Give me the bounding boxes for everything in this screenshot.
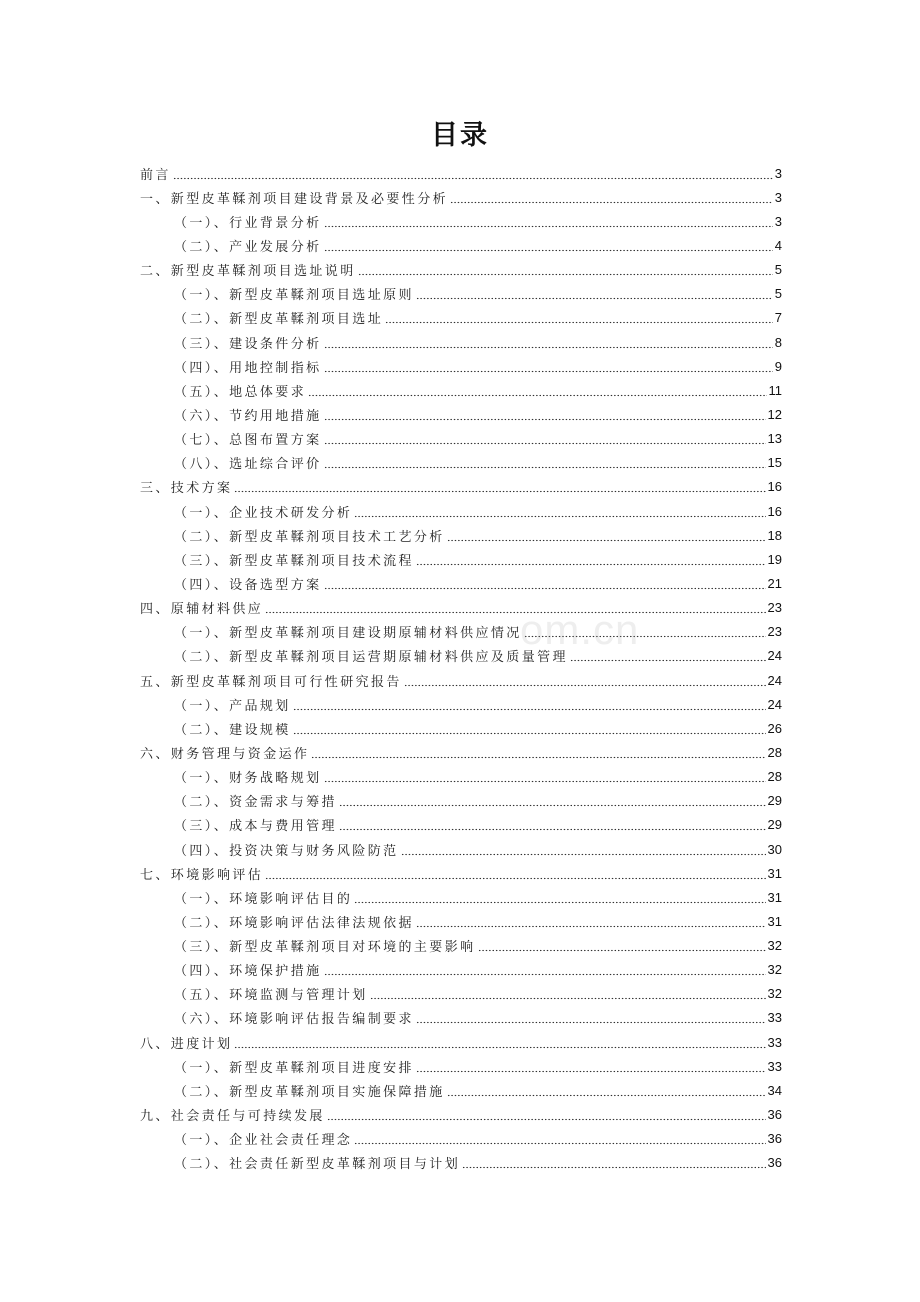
toc-entry-label: （一）、产品规划 <box>174 698 291 714</box>
toc-leader-dots <box>293 700 766 713</box>
toc-leader-dots <box>354 1134 765 1147</box>
toc-leader-dots <box>524 627 766 640</box>
toc-entry-label: 二、新型皮革鞣剂项目选址说明 <box>140 264 356 280</box>
toc-entry-label: （四）、投资决策与财务风险防范 <box>174 843 399 859</box>
toc-page-number: 3 <box>774 213 782 229</box>
toc-leader-dots <box>311 748 765 761</box>
toc-entry[interactable] <box>140 1006 782 1030</box>
toc-entry[interactable] <box>140 1151 782 1175</box>
toc-entry[interactable] <box>140 282 782 306</box>
toc-leader-dots <box>478 941 766 954</box>
toc-page-number: 26 <box>767 720 782 736</box>
toc-entry-label: （四）、环境保护措施 <box>174 964 322 980</box>
toc-entry-label: 七、环境影响评估 <box>140 867 264 883</box>
toc-page-number: 24 <box>767 672 782 688</box>
toc-leader-dots <box>324 217 773 230</box>
toc-leader-dots <box>404 676 766 689</box>
toc-leader-dots <box>416 289 773 302</box>
toc-leader-dots <box>447 531 766 544</box>
toc-entry-label: （二）、建设规模 <box>174 722 291 738</box>
toc-entry[interactable] <box>140 1078 782 1102</box>
toc-entry[interactable] <box>140 765 782 789</box>
toc-entry[interactable] <box>140 547 782 571</box>
toc-entry[interactable] <box>140 982 782 1006</box>
toc-entry[interactable] <box>140 209 782 233</box>
toc-leader-dots <box>570 651 766 664</box>
toc-entry-label: （六）、环境影响评估报告编制要求 <box>174 1012 414 1028</box>
toc-page-number: 34 <box>767 1082 782 1098</box>
toc-entry-label: （五）、地总体要求 <box>174 384 307 400</box>
toc-page-number: 29 <box>767 793 782 809</box>
toc-entry-label: （三）、成本与费用管理 <box>174 819 337 835</box>
toc-page-number: 8 <box>774 334 782 350</box>
toc-leader-dots <box>324 338 773 351</box>
toc-page-number: 3 <box>774 189 782 205</box>
toc-entry-label: （三）、新型皮革鞣剂项目对环境的主要影响 <box>174 940 476 956</box>
toc-entry-label: （五）、环境监测与管理计划 <box>174 988 368 1004</box>
toc-page-number: 19 <box>767 551 782 567</box>
toc-page-number: 23 <box>767 600 782 616</box>
toc-entry-label: （一）、新型皮革鞣剂项目进度安排 <box>174 1060 414 1076</box>
toc-leader-dots <box>354 507 765 520</box>
toc-leader-dots <box>293 724 766 737</box>
toc-entry[interactable] <box>140 909 782 933</box>
toc-leader-dots <box>324 434 766 447</box>
toc-entry[interactable] <box>140 451 782 475</box>
toc-entry-label: 九、社会责任与可持续发展 <box>140 1109 325 1125</box>
toc-entry[interactable] <box>140 813 782 837</box>
toc-entry-label: （七）、总图布置方案 <box>174 433 322 449</box>
toc-page-number: 13 <box>767 431 782 447</box>
toc-entry-label: （二）、产业发展分析 <box>174 239 322 255</box>
toc-page-number: 9 <box>774 358 782 374</box>
toc-entry[interactable] <box>140 620 782 644</box>
toc-page-number: 15 <box>767 455 782 471</box>
toc-entry[interactable] <box>140 644 782 668</box>
toc-leader-dots <box>324 458 766 471</box>
toc-entry-label: （一）、新型皮革鞣剂项目选址原则 <box>174 288 414 304</box>
toc-page-number: 16 <box>767 503 782 519</box>
toc-entry[interactable] <box>140 330 782 354</box>
toc-entry[interactable] <box>140 233 782 257</box>
toc-entry-label: （三）、新型皮革鞣剂项目技术流程 <box>174 553 414 569</box>
toc-entry-label: （一）、企业社会责任理念 <box>174 1133 353 1149</box>
toc-entry[interactable] <box>140 306 782 330</box>
toc-leader-dots <box>416 917 766 930</box>
toc-page-number: 7 <box>774 310 782 326</box>
toc-leader-dots <box>173 169 773 182</box>
toc-entry[interactable] <box>140 596 782 620</box>
toc-entry-label: 五、新型皮革鞣剂项目可行性研究报告 <box>140 674 402 690</box>
toc-page-number: 31 <box>767 889 782 905</box>
table-of-contents <box>140 161 782 1175</box>
toc-leader-dots <box>324 241 773 254</box>
toc-entry-label: 三、技术方案 <box>140 481 233 497</box>
toc-entry-label: 一、新型皮革鞣剂项目建设背景及必要性分析 <box>140 191 449 207</box>
toc-page-number: 32 <box>767 986 782 1002</box>
toc-entry[interactable] <box>140 1102 782 1126</box>
toc-page-number: 29 <box>767 817 782 833</box>
toc-entry[interactable] <box>140 934 782 958</box>
toc-page-number: 28 <box>767 769 782 785</box>
toc-entry-label: 八、进度计划 <box>140 1036 233 1052</box>
toc-entry[interactable] <box>140 475 782 499</box>
toc-entry[interactable] <box>140 523 782 547</box>
toc-leader-dots <box>416 555 766 568</box>
toc-entry[interactable] <box>140 571 782 595</box>
toc-page-number: 12 <box>767 406 782 422</box>
toc-page-number: 36 <box>767 1155 782 1171</box>
toc-leader-dots <box>358 265 773 278</box>
toc-entry[interactable] <box>140 499 782 523</box>
toc-page-number: 24 <box>767 648 782 664</box>
toc-page-number: 16 <box>767 479 782 495</box>
toc-entry-label: （一）、新型皮革鞣剂项目建设期原辅材料供应情况 <box>174 626 522 642</box>
toc-entry-label: （三）、建设条件分析 <box>174 336 322 352</box>
toc-page-number: 33 <box>767 1058 782 1074</box>
toc-entry[interactable] <box>140 378 782 402</box>
toc-entry-label: （二）、新型皮革鞣剂项目实施保障措施 <box>174 1084 445 1100</box>
toc-entry[interactable] <box>140 354 782 378</box>
toc-entry[interactable] <box>140 837 782 861</box>
toc-entry[interactable] <box>140 258 782 282</box>
toc-page-number: 36 <box>767 1107 782 1123</box>
toc-page-number: 5 <box>774 286 782 302</box>
toc-page-number: 28 <box>767 744 782 760</box>
toc-entry-label: （二）、资金需求与筹措 <box>174 795 337 811</box>
toc-page-number: 31 <box>767 865 782 881</box>
toc-page-number: 21 <box>767 575 782 591</box>
toc-page-number: 4 <box>774 237 782 253</box>
toc-entry[interactable] <box>140 740 782 764</box>
toc-entry[interactable] <box>140 789 782 813</box>
toc-leader-dots <box>234 1038 765 1051</box>
toc-entry-label: （六）、节约用地措施 <box>174 408 322 424</box>
toc-entry[interactable] <box>140 185 782 209</box>
toc-entry[interactable] <box>140 861 782 885</box>
toc-leader-dots <box>450 193 773 206</box>
toc-entry[interactable] <box>140 716 782 740</box>
page-title: 目录 <box>431 120 489 151</box>
toc-entry-label: （二）、新型皮革鞣剂项目技术工艺分析 <box>174 529 445 545</box>
toc-leader-dots <box>416 1062 766 1075</box>
toc-page-number: 18 <box>767 527 782 543</box>
toc-entry[interactable] <box>140 885 782 909</box>
toc-leader-dots <box>447 1086 766 1099</box>
toc-page-number: 30 <box>767 841 782 857</box>
toc-leader-dots <box>385 313 773 326</box>
toc-entry-label: （二）、新型皮革鞣剂项目运营期原辅材料供应及质量管理 <box>174 650 568 666</box>
toc-entry-label: 四、原辅材料供应 <box>140 602 264 618</box>
toc-leader-dots <box>339 796 766 809</box>
toc-leader-dots <box>324 579 766 592</box>
toc-entry-label: （四）、设备选型方案 <box>174 577 322 593</box>
toc-entry-label: （一）、行业背景分析 <box>174 215 322 231</box>
toc-leader-dots <box>234 482 765 495</box>
toc-entry-label: 六、财务管理与资金运作 <box>140 746 310 762</box>
toc-page-number: 5 <box>774 262 782 278</box>
toc-entry-label: 前言 <box>140 167 171 183</box>
toc-leader-dots <box>354 893 765 906</box>
toc-page-number: 33 <box>767 1034 782 1050</box>
toc-entry-label: （一）、环境影响评估目的 <box>174 891 353 907</box>
toc-entry[interactable] <box>140 1127 782 1151</box>
toc-page-number: 23 <box>767 624 782 640</box>
toc-page-number: 24 <box>767 696 782 712</box>
toc-entry[interactable] <box>140 958 782 982</box>
toc-entry-label: （二）、环境影响评估法律法规依据 <box>174 915 414 931</box>
toc-page-number: 32 <box>767 962 782 978</box>
toc-entry-label: （二）、新型皮革鞣剂项目选址 <box>174 312 384 328</box>
toc-entry-label: （一）、财务战略规划 <box>174 771 322 787</box>
toc-page-number: 11 <box>768 382 782 398</box>
toc-entry[interactable] <box>140 1030 782 1054</box>
toc-entry-label: （四）、用地控制指标 <box>174 360 322 376</box>
toc-entry-label: （八）、选址综合评价 <box>174 457 322 473</box>
toc-entry[interactable] <box>140 1054 782 1078</box>
toc-leader-dots <box>370 989 766 1002</box>
toc-page-number: 31 <box>767 913 782 929</box>
toc-leader-dots <box>416 1013 766 1026</box>
toc-entry[interactable] <box>140 668 782 692</box>
toc-entry-label: （二）、社会责任新型皮革鞣剂项目与计划 <box>174 1157 461 1173</box>
toc-leader-dots <box>265 869 765 882</box>
toc-leader-dots <box>324 772 766 785</box>
toc-leader-dots <box>327 1110 766 1123</box>
toc-page-number: 32 <box>767 938 782 954</box>
toc-leader-dots <box>324 410 766 423</box>
toc-leader-dots <box>401 845 766 858</box>
toc-leader-dots <box>308 386 766 399</box>
toc-leader-dots <box>339 820 766 833</box>
toc-leader-dots <box>324 362 773 375</box>
toc-entry[interactable] <box>140 427 782 451</box>
toc-page-number: 36 <box>767 1131 782 1147</box>
toc-entry-label: （一）、企业技术研发分析 <box>174 505 353 521</box>
toc-leader-dots <box>265 603 765 616</box>
toc-entry[interactable] <box>140 402 782 426</box>
toc-entry[interactable] <box>140 161 782 185</box>
toc-leader-dots <box>462 1158 765 1171</box>
toc-page-number: 33 <box>767 1010 782 1026</box>
toc-leader-dots <box>324 965 766 978</box>
toc-page-number: 3 <box>774 165 782 181</box>
toc-entry[interactable] <box>140 692 782 716</box>
